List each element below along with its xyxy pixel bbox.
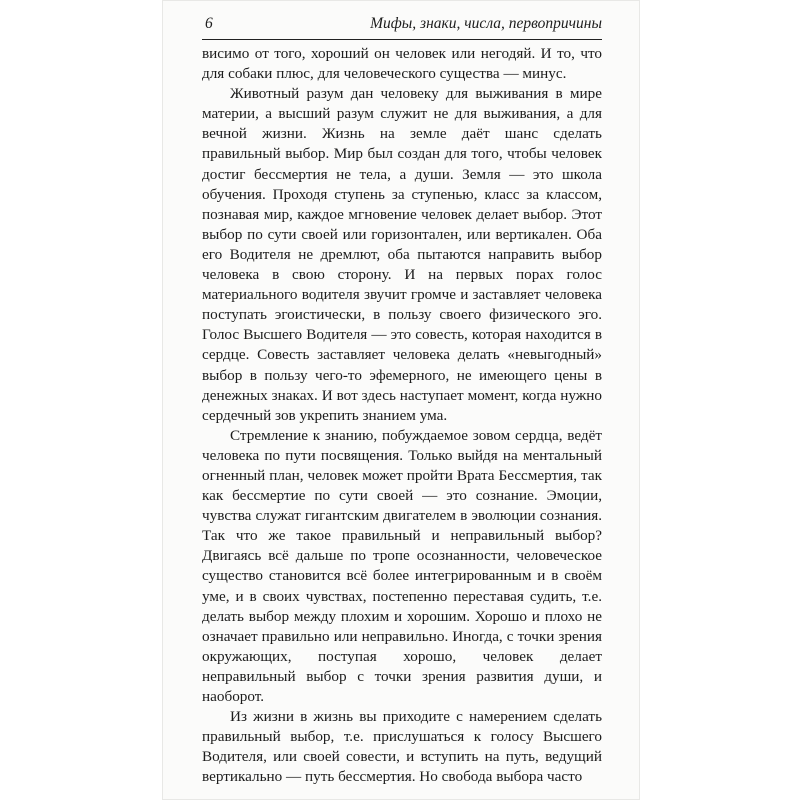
body-text bbox=[202, 44, 602, 787]
running-header bbox=[202, 14, 602, 36]
header-rule bbox=[202, 39, 602, 40]
paragraph-continuation: висимо от того, хороший он человек или негодяй. И то, что для собаки плюс, для человеческого существа — минус. bbox=[202, 45, 602, 83]
paragraph: Стремление к знанию, побуждаемое зовом сердца, ведёт человека по пути посвящения. Только выйдя на ментальный огненный план, человек может пройти Врата Бессмертия, так как бессмертие по сути своей — это сознание. Эмоции, чувства служат гигантским двигателем в эволюции сознания. Так что же такое правильный и неправильный выбор? Двигаясь всё дальше по тропе осознанности, человеческое существо становится всё более интегрированным и в своём уме, и в своих чувствах, постепенно переставая судить, т.е. делать выбор между плохим и хорошим. Хорошо и плохо не означает правильно или неправильно. Иногда, с точки зрения окружающих, поступая хорошо, человек делает неправильный выбор с точки зрения развития души, и наоборот. bbox=[202, 426, 602, 705]
paragraph: Из жизни в жизнь вы приходите с намерением сделать правильный выбор, т.е. прислушаться к голосу Высшего Водителя, или своей совести, и вступить на путь, ведущий вертикально — путь бессмертия. Но свобода выбора часто bbox=[202, 708, 602, 786]
book-title: Мифы, знаки, числа, первопричины bbox=[370, 15, 602, 32]
book-page bbox=[162, 0, 640, 800]
page-number: 6 bbox=[205, 15, 213, 32]
paragraph: Животный разум дан человеку для выживания в мире материи, а высший разум служит не для выживания, а для вечной жизни. Жизнь на земле даёт шанс сделать правильный выбор. Мир был создан для того, чтобы человек достиг бессмертия не тела, а души. Земля — это школа обучения. Проходя ступень за ступенью, класс за классом, познавая мир, каждое мгновение человек делает выбор. Этот выбор по сути своей или горизонтален, или вертикален. Оба его Водителя не дремлют, оба пытаются направить выбор человека в свою сторону. И на первых порах голос материального водителя звучит громче и заставляет человека поступать эгоистически, в пользу своего физического эго. Голос Высшего Водителя — это совесть, которая находится в сердце. Совесть заставляет человека делать «невыгодный» выбор в пользу чего-то эфемерного, не имеющего цены в денежных знаках. И вот здесь наступает момент, когда нужно сердечный зов укрепить знанием ума. bbox=[202, 85, 602, 424]
